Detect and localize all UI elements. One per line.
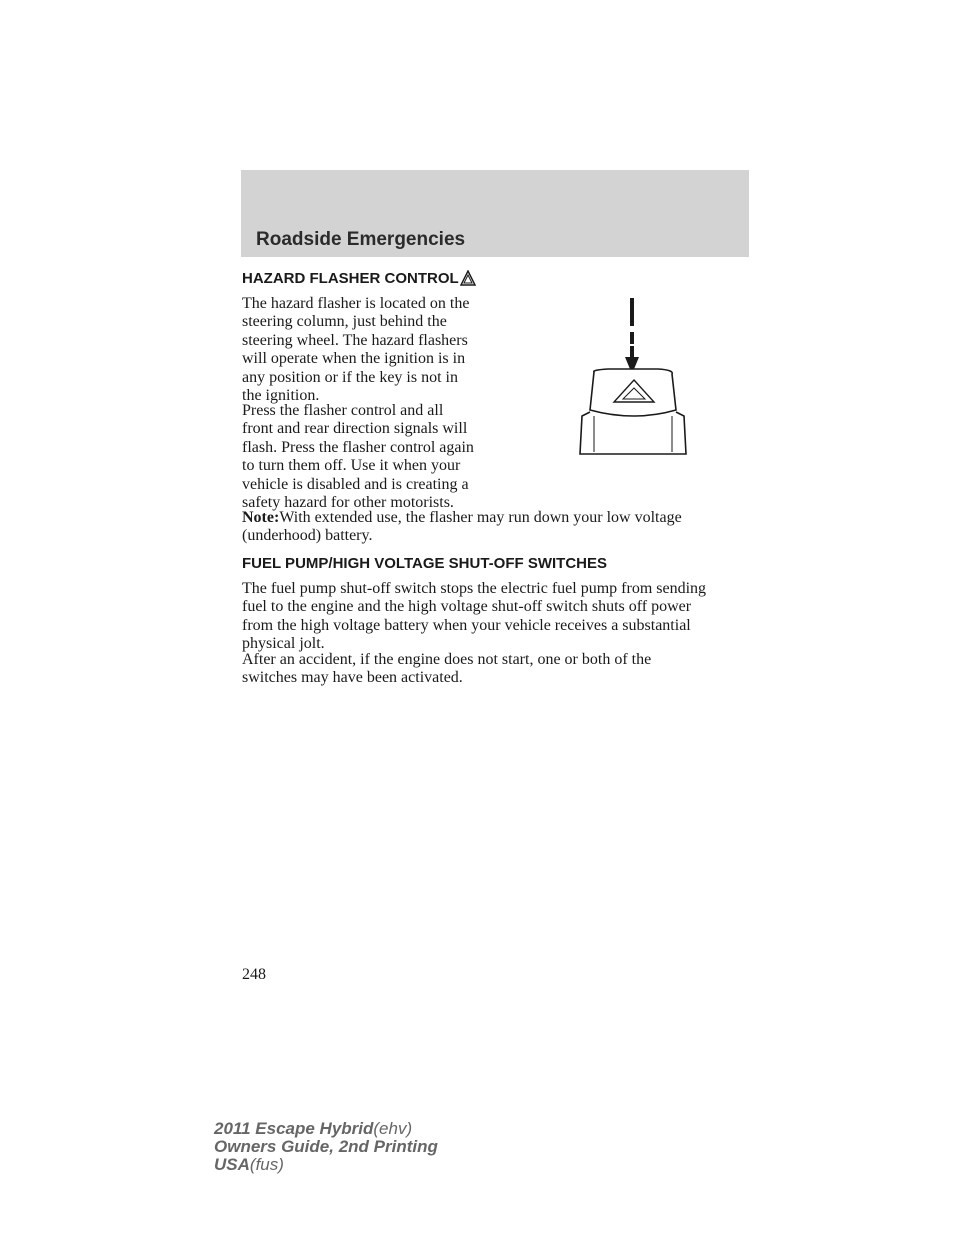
hazard-location-paragraph: The hazard flasher is located on the steering column, just behind the steering wheel. The hazard flashers will operate when the ignition is in any position or if the key is not in the ignition. <box>242 295 470 405</box>
page-number: 248 <box>242 966 266 983</box>
hazard-flasher-button-icon <box>574 294 694 471</box>
warning-triangle-icon <box>460 270 476 290</box>
hazard-note: Note:With extended use, the flasher may run down your low voltage (underhood) battery. <box>242 509 682 545</box>
hazard-usage-paragraph: Press the flasher control and all front and rear direction signals will flash. Press the flasher control again to turn them off. Use it when your vehicle is disabled and is creating a safety hazard for other motorists. <box>242 402 474 512</box>
footer-line-market: USA(fus) <box>214 1155 284 1174</box>
footer-line-edition: Owners Guide, 2nd Printing <box>214 1137 438 1156</box>
fuel-pump-paragraph: The fuel pump shut-off switch stops the electric fuel pump from sending fuel to the engine and the high voltage shut-off switch shuts off power from the high voltage battery when your vehicle receives a substantial physical jolt. <box>242 580 707 653</box>
section-title: Roadside Emergencies <box>256 229 466 250</box>
hazard-heading <box>242 270 476 290</box>
note-label: Note: <box>242 509 280 526</box>
hazard-heading-text: HAZARD FLASHER CONTROL <box>242 270 459 287</box>
after-accident-paragraph: After an accident, if the engine does not start, one or both of the switches may have been activated. <box>242 651 652 687</box>
footer-line-model: 2011 Escape Hybrid(ehv) <box>214 1119 413 1138</box>
footer-imprint <box>214 1120 438 1174</box>
fuel-pump-heading: FUEL PUMP/HIGH VOLTAGE SHUT-OFF SWITCHES <box>242 555 608 572</box>
